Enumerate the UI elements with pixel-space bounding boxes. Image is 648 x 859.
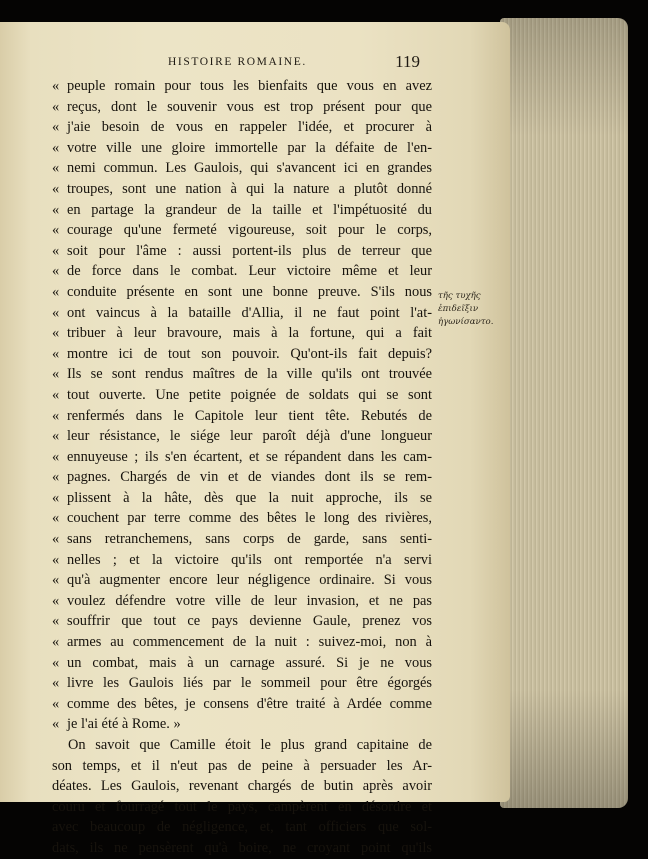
- text-line: [52, 406, 432, 427]
- text-line-content: ennuyeuse ; ils s'en écartent, et se répandent dans les cam-: [67, 448, 432, 465]
- text-line-content: sans retranchemens, sans corps de garde, sans senti-: [67, 531, 432, 548]
- text-line: [52, 611, 432, 632]
- quote-mark: «: [52, 304, 60, 321]
- text-line: [52, 117, 432, 138]
- text-line-content: comme des bêtes, je consens d'être traité à Ardée comme: [67, 695, 432, 712]
- text-line-content: armes au commencement de la nuit : suivez-moi, non à: [67, 634, 432, 651]
- quote-mark: «: [52, 180, 60, 197]
- margin-note-line: ἐπιδεῖξιν: [438, 304, 479, 314]
- text-line: [52, 385, 432, 406]
- text-line: [52, 776, 432, 797]
- text-line-content: couchent par terre comme des bêtes le long des rivières,: [67, 510, 432, 527]
- text-line-content: voulez défendre votre ville de leur invasion, et ne pas: [67, 592, 432, 609]
- text-line: [52, 220, 432, 241]
- text-line: [52, 323, 432, 344]
- text-line: [52, 653, 432, 674]
- text-line-content: montre ici de tout son pouvoir. Qu'ont-ils fait depuis?: [67, 345, 432, 362]
- text-line-content: votre ville une gloire immortelle par la défaite de l'en-: [67, 139, 432, 156]
- page-fore-edge: [500, 18, 628, 808]
- text-line-content: livre les Gaulois liés par le sommeil pour être égorgés: [67, 675, 432, 692]
- quote-mark: «: [52, 654, 60, 671]
- quote-mark: «: [52, 98, 60, 115]
- quote-mark: «: [52, 489, 60, 506]
- text-line: [52, 179, 432, 200]
- quote-mark: «: [52, 716, 60, 733]
- quote-mark: «: [52, 510, 60, 527]
- text-line: [52, 714, 432, 735]
- text-line: [52, 735, 432, 756]
- text-line: [52, 282, 432, 303]
- text-line: [52, 76, 432, 97]
- quote-mark: «: [52, 160, 60, 177]
- quote-mark: «: [52, 386, 60, 403]
- quote-mark: «: [52, 551, 60, 568]
- quote-mark: «: [52, 613, 60, 630]
- margin-note-greek: [438, 290, 506, 329]
- text-line: [52, 673, 432, 694]
- body-text: [52, 76, 432, 859]
- quote-mark: «: [52, 592, 60, 609]
- text-line-content: tout ouverte. Une petite poignée de soldats qui se sont: [67, 386, 432, 403]
- quote-mark: «: [52, 119, 60, 136]
- quote-mark: «: [52, 283, 60, 300]
- text-line-content: conduite présente en sont une bonne preuve. S'ils nous: [67, 283, 432, 300]
- text-line: [52, 158, 432, 179]
- text-line: [52, 591, 432, 612]
- text-line-content: je l'ai été à Rome. »: [67, 716, 181, 733]
- quote-mark: «: [52, 428, 60, 445]
- text-line: [52, 488, 432, 509]
- text-line-content: peuple romain pour tous les bienfaits que vous en avez: [67, 78, 432, 94]
- text-line-content: leur résistance, le siége leur paroît déjà d'une longueur: [67, 428, 432, 445]
- quote-mark: «: [52, 201, 60, 218]
- text-line-content: avec beaucoup de négligence, et, tant officiers que sol-: [52, 819, 432, 836]
- text-line-content: soit pour l'âme : aussi portent-ils plus de terreur que: [67, 242, 432, 259]
- text-line-content: Ils se sont rendus maîtres de la ville qu'ils ont trouvée: [67, 366, 432, 383]
- text-line-content: couru et fourragé tout le pays, campèrent en désordre et: [52, 798, 432, 815]
- text-line-content: un combat, mais à un carnage assuré. Si je ne vous: [67, 654, 432, 671]
- quote-mark: «: [52, 139, 60, 156]
- quote-mark: «: [52, 242, 60, 259]
- text-line-content: qu'à augmenter encore leur négligence ordinaire. Si vous: [67, 572, 432, 589]
- text-line: [52, 138, 432, 159]
- quote-mark: «: [52, 407, 60, 424]
- text-line: [52, 200, 432, 221]
- quote-mark: «: [52, 675, 60, 692]
- text-line: [52, 550, 432, 571]
- text-line-content: dats, ils ne pensèrent qu'à boire, ne croyant point qu'ils: [52, 839, 432, 856]
- text-line: [52, 570, 432, 591]
- text-line-content: ont vaincus à la bataille d'Allia, il ne faut point l'at-: [67, 304, 432, 321]
- text-line: [52, 817, 432, 838]
- quote-mark: «: [52, 263, 60, 280]
- text-line-content: tribuer à leur bravoure, mais à la fortune, qui a fait: [67, 325, 432, 342]
- text-line-content: nemi commun. Les Gaulois, qui s'avancent ici en grandes: [67, 160, 432, 177]
- margin-note-line: τῆς τυχῆς: [438, 291, 481, 301]
- text-line-content: renfermés dans le Capitole leur tient tête. Rebutés de: [67, 407, 432, 424]
- text-line-content: souffrir que tout ce pays devienne Gaule, prenez vos: [67, 613, 432, 630]
- text-line-content: nelles ; et la victoire qu'ils ont remportée n'a servi: [67, 551, 432, 568]
- text-line-content: de force dans le combat. Leur victoire même et leur: [67, 263, 432, 280]
- text-line-content: On savoit que Camille étoit le plus grand capitaine de: [68, 737, 432, 753]
- text-line: [52, 344, 432, 365]
- text-line: [52, 529, 432, 550]
- text-line-content: déates. Les Gaulois, revenant chargés de butin après avoir: [52, 778, 432, 795]
- text-line: [52, 303, 432, 324]
- text-line-content: j'aie besoin de vous en rappeler l'idée, et procurer à: [67, 119, 432, 136]
- text-line: [52, 241, 432, 262]
- text-line: [52, 97, 432, 118]
- text-line: [52, 756, 432, 777]
- text-line: [52, 797, 432, 818]
- quote-mark: «: [52, 325, 60, 342]
- margin-note-line: ἠγωνίσαντο.: [438, 317, 494, 327]
- page-number: 119: [395, 52, 420, 71]
- text-line: [52, 447, 432, 468]
- quote-mark: «: [52, 78, 60, 94]
- text-line-content: pagnes. Chargés de vin et de viandes dont ils se rem-: [67, 469, 432, 486]
- text-line: [52, 694, 432, 715]
- quote-mark: «: [52, 469, 60, 486]
- text-line: [52, 426, 432, 447]
- text-line-content: courage qu'une fermeté vigoureuse, soit pour le corps,: [67, 222, 432, 239]
- quote-mark: «: [52, 366, 60, 383]
- text-line-content: en partage la grandeur de la taille et l'impétuosité du: [67, 201, 432, 218]
- text-line: [52, 838, 432, 859]
- running-title: HISTOIRE ROMAINE.: [168, 56, 307, 68]
- quote-mark: «: [52, 531, 60, 548]
- text-line: [52, 364, 432, 385]
- text-line: [52, 632, 432, 653]
- text-line: [52, 261, 432, 282]
- quote-mark: «: [52, 345, 60, 362]
- text-line-content: reçus, dont le souvenir vous est trop présent pour que: [67, 98, 432, 115]
- page-header: [168, 54, 420, 74]
- text-line: [52, 467, 432, 488]
- quote-mark: «: [52, 695, 60, 712]
- text-line-content: troupes, sont une nation à qui la nature a plutôt donné: [67, 180, 432, 197]
- text-line-content: plissent à la hâte, dès que la nuit approche, ils se: [67, 489, 432, 506]
- quote-mark: «: [52, 572, 60, 589]
- text-line-content: son temps, et il n'eut pas de peine à persuader les Ar-: [52, 757, 432, 774]
- text-line: [52, 508, 432, 529]
- quote-mark: «: [52, 448, 60, 465]
- quote-mark: «: [52, 634, 60, 651]
- quote-mark: «: [52, 222, 60, 239]
